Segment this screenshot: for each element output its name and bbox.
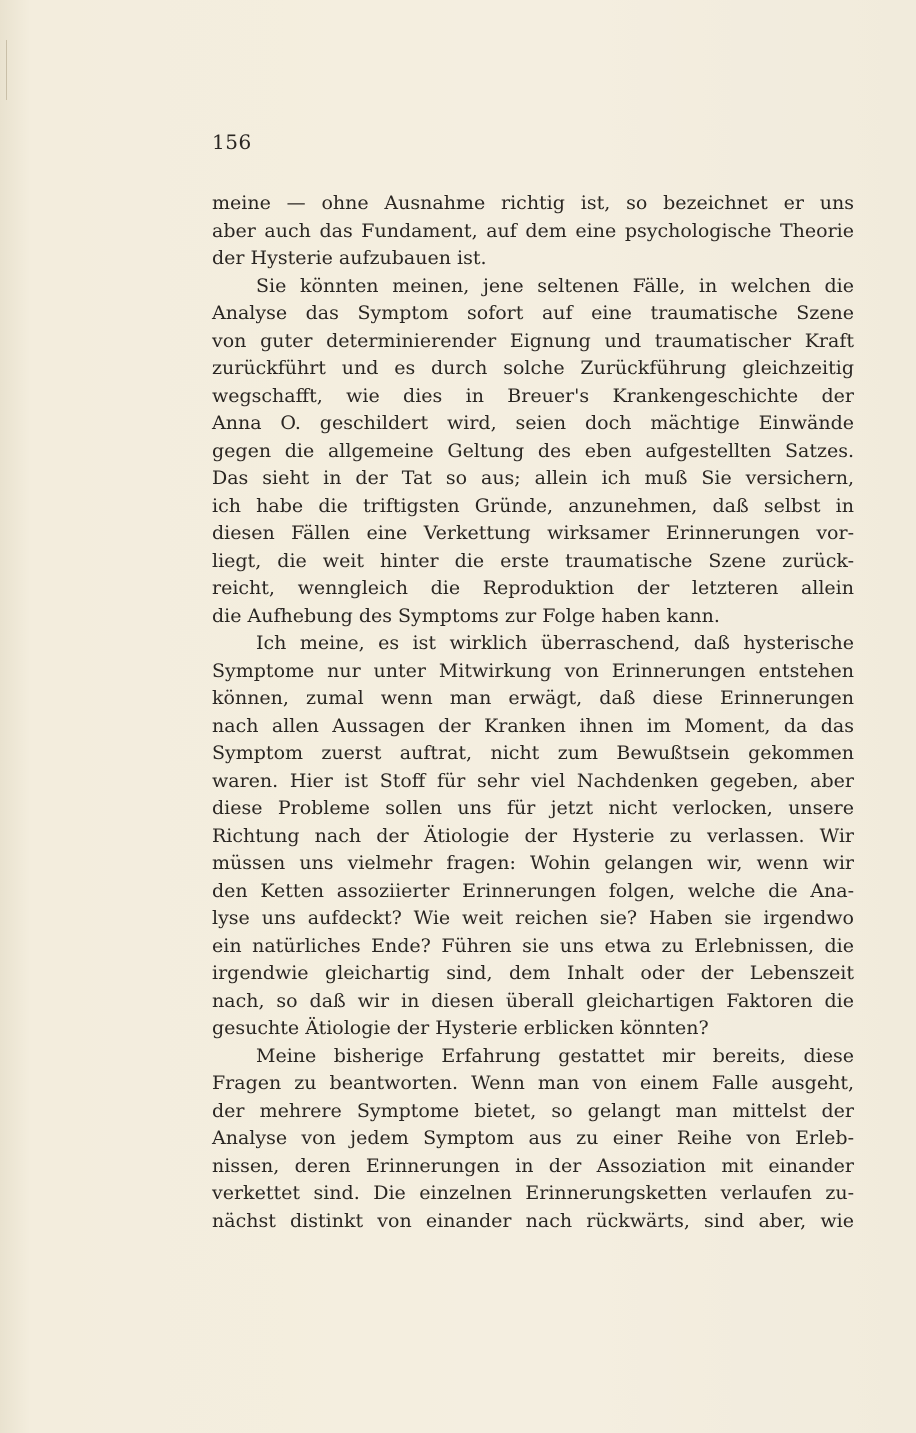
text-line: Meine bisherige Erfahrung gestattet mir bereits, diese — [256, 1044, 854, 1067]
text-line: können, zumal wenn man erwägt, daß diese Erinnerungen — [212, 687, 854, 709]
text-line: Ich meine, es ist wirklich überraschend, daß hysterische — [256, 632, 854, 654]
text-line: Das sieht in der Tat so aus; allein ich muß Sie versichern, — [212, 467, 854, 489]
text-line: gegen die allgemeine Geltung des eben aufgestellten Satzes. — [212, 439, 854, 462]
text-line: müssen uns vielmehr fragen: Wohin gelangen wir, wenn wir — [212, 852, 854, 874]
text-line: waren. Hier ist Stoff für sehr viel Nachdenken gegeben, aber — [212, 769, 854, 792]
text-line: Symptom zuerst auftrat, nicht zum Bewußtsein gekommen — [212, 742, 854, 764]
text-line: lyse uns aufdeckt? Wie weit reichen sie? Haben sie irgendwo — [212, 907, 854, 929]
text-line: von guter determinierender Eignung und traumatischer Kraft — [212, 329, 854, 352]
text-line: wegschafft, wie dies in Breuer's Krankengeschichte der — [212, 384, 854, 407]
text-line: nach allen Aussagen der Kranken ihnen im Moment, da das — [212, 714, 854, 737]
text-line: Anna O. geschildert wird, seien doch mächtige Einwände — [212, 412, 854, 434]
text-line: Analyse das Symptom sofort auf eine traumatische Szene — [212, 302, 854, 324]
text-line: ein natürliches Ende? Führen sie uns etwa zu Erlebnissen, die — [212, 934, 854, 957]
text-line: nächst distinkt von einander nach rückwärts, sind aber, wie — [212, 1209, 854, 1232]
text-line: Symptome nur unter Mitwirkung von Erinnerungen entstehen — [212, 659, 854, 682]
text-line: diese Probleme sollen uns für jetzt nicht verlocken, unsere — [212, 797, 854, 819]
text-line: nach, so daß wir in diesen überall gleichartigen Faktoren die — [212, 989, 854, 1012]
text-line: Fragen zu beantworten. Wenn man von einem Falle ausgeht, — [212, 1072, 854, 1094]
text-line: diesen Fällen eine Verkettung wirksamer Erinnerungen vor- — [212, 522, 854, 544]
text-line: zurückführt und es durch solche Zurückführung gleichzeitig — [212, 357, 854, 379]
text-line: der Hysterie aufzubauen ist. — [212, 247, 487, 269]
text-line: Sie könnten meinen, jene seltenen Fälle, in welchen die — [256, 274, 854, 297]
text-line: ich habe die triftigsten Gründe, anzunehmen, daß selbst in — [212, 494, 854, 517]
text-line: die Aufhebung des Symptoms zur Folge haben kann. — [212, 604, 720, 627]
text-line: irgendwie gleichartig sind, dem Inhalt oder der Lebenszeit — [212, 962, 854, 984]
text-line: reicht, wenngleich die Reproduktion der letzteren allein — [212, 577, 854, 599]
text-line: meine — ohne Ausnahme richtig ist, so bezeichnet er uns — [212, 192, 854, 214]
body-text — [212, 190, 854, 1235]
text-line: aber auch das Fundament, auf dem eine psychologische Theorie — [212, 219, 854, 242]
text-line: gesuchte Ätiologie der Hysterie erblicken könnten? — [212, 1017, 709, 1039]
page-edge-mark — [6, 40, 7, 100]
text-line: verkettet sind. Die einzelnen Erinnerungsketten verlaufen zu- — [212, 1182, 854, 1204]
page-number: 156 — [212, 130, 252, 154]
text-line: der mehrere Symptome bietet, so gelangt man mittelst der — [212, 1099, 854, 1122]
text-line: den Ketten assoziierter Erinnerungen folgen, welche die Ana- — [212, 879, 854, 902]
text-line: nissen, deren Erinnerungen in der Assoziation mit einander — [212, 1154, 854, 1177]
text-line: liegt, die weit hinter die erste traumatische Szene zurück- — [212, 549, 854, 572]
text-line: Richtung nach der Ätiologie der Hysterie zu verlassen. Wir — [212, 824, 854, 847]
text-line: Analyse von jedem Symptom aus zu einer Reihe von Erleb- — [212, 1127, 854, 1149]
